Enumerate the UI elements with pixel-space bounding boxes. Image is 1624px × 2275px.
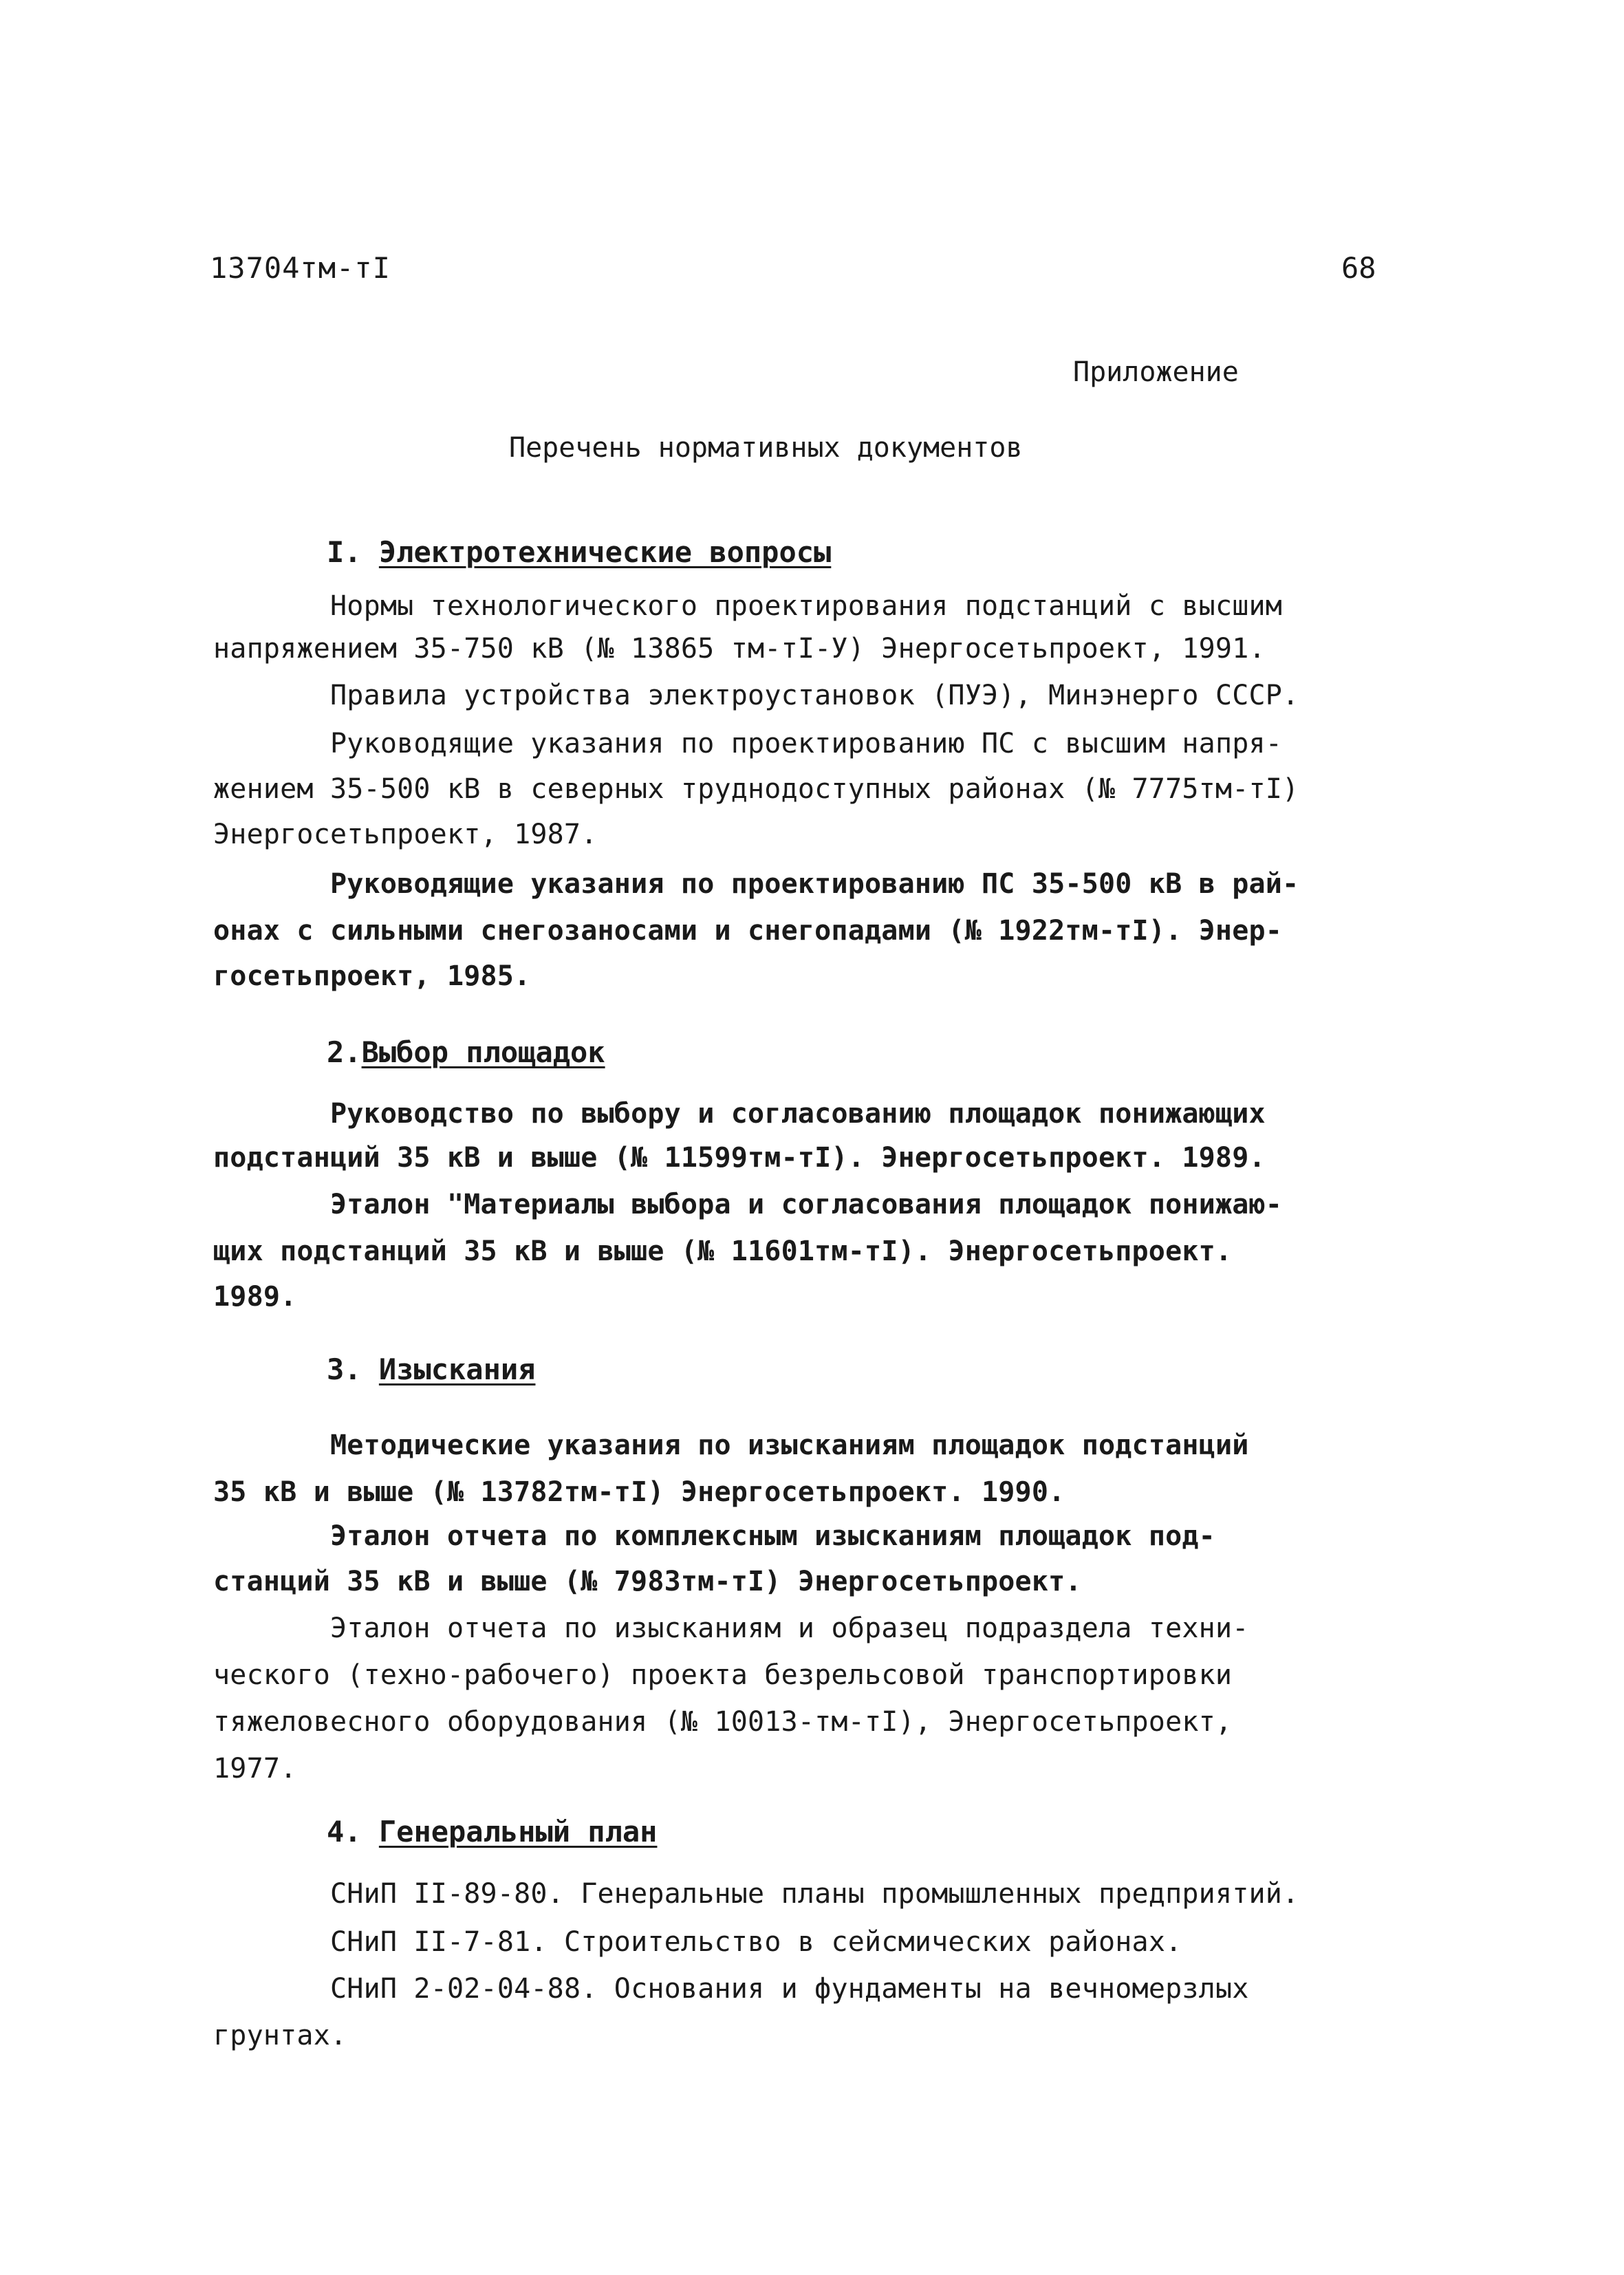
paragraph-line: жением 35-500 кВ в северных труднодоступных районах (№ 7775тм-тI)	[213, 773, 1299, 805]
section-title: Генеральный план	[378, 1815, 658, 1848]
paragraph-line: СНиП II-89-80. Генеральные планы промышленных предприятий.	[330, 1878, 1299, 1910]
section-title: Электротехнические вопросы	[378, 535, 832, 569]
paragraph-line: СНиП II-7-81. Строительство в сейсмических районах.	[330, 1926, 1182, 1958]
section-number: 2.	[327, 1035, 362, 1069]
paragraph-line: Энергосетьпроект, 1987.	[213, 819, 598, 850]
paragraph-line: Руководство по выбору и согласованию площадок понижающих	[330, 1098, 1266, 1130]
paragraph-line: Руководящие указания по проектированию ПС 35-500 кВ в рай-	[330, 868, 1299, 900]
paragraph-line: тяжеловесного оборудования (№ 10013-тм-тI), Энергосетьпроект,	[213, 1706, 1233, 1738]
paragraph-line: 35 кВ и выше (№ 13782тм-тI) Энергосетьпроект. 1990.	[213, 1476, 1065, 1508]
paragraph-line: СНиП 2-02-04-88. Основания и фундаменты на вечномерзлых	[330, 1973, 1249, 2005]
document-code: 13704тм-тI	[210, 251, 391, 285]
paragraph-line: Методические указания по изысканиям площадок подстанций	[330, 1430, 1249, 1461]
appendix-label: Приложение	[1073, 356, 1239, 388]
paragraph-line: грунтах.	[213, 2020, 347, 2051]
paragraph-line: щих подстанций 35 кВ и выше (№ 11601тм-тI). Энергосетьпроект.	[213, 1236, 1233, 1267]
paragraph-line: ческого (техно-рабочего) проекта безрельсовой транспортировки	[213, 1659, 1233, 1691]
paragraph-line: 1989.	[213, 1281, 297, 1313]
paragraph-line: госетьпроект, 1985.	[213, 960, 531, 992]
document-title: Перечень нормативных документов	[509, 432, 1023, 464]
paragraph-line: станций 35 кВ и выше (№ 7983тм-тI) Энергосетьпроект.	[213, 1566, 1082, 1597]
section-number: 3.	[327, 1352, 362, 1386]
section-heading-2	[327, 1035, 605, 1069]
paragraph-line: Эталон "Материалы выбора и согласования площадок понижаю-	[330, 1189, 1283, 1220]
section-title: Изыскания	[378, 1352, 536, 1386]
paragraph-line: подстанций 35 кВ и выше (№ 11599тм-тI). Энергосетьпроект. 1989.	[213, 1142, 1266, 1174]
paragraph-line: Правила устройства электроустановок (ПУЭ), Минэнерго СССР.	[330, 680, 1299, 711]
paragraph-line: напряжением 35-750 кВ (№ 13865 тм-тI-У) Энергосетьпроект, 1991.	[213, 633, 1266, 665]
section-number: I.	[327, 535, 362, 569]
paragraph-line: Эталон отчета по комплексным изысканиям площадок под-	[330, 1520, 1215, 1552]
paragraph-line: онах с сильными снегозаносами и снегопадами (№ 1922тм-тI). Энер-	[213, 915, 1283, 947]
paragraph-line: Эталон отчета по изысканиям и образец подраздела техни-	[330, 1613, 1249, 1644]
section-heading-4	[327, 1815, 657, 1848]
section-heading-1	[327, 535, 831, 569]
section-title: Выбор площадок	[361, 1035, 605, 1069]
paragraph-line: 1977.	[213, 1753, 297, 1785]
section-number: 4.	[327, 1815, 362, 1848]
section-heading-3	[327, 1352, 535, 1386]
paragraph-line: Руководящие указания по проектированию ПС с высшим напря-	[330, 728, 1283, 759]
page-number: 68	[1341, 251, 1376, 285]
paragraph-line: Нормы технологического проектирования подстанций с высшим	[330, 590, 1283, 622]
